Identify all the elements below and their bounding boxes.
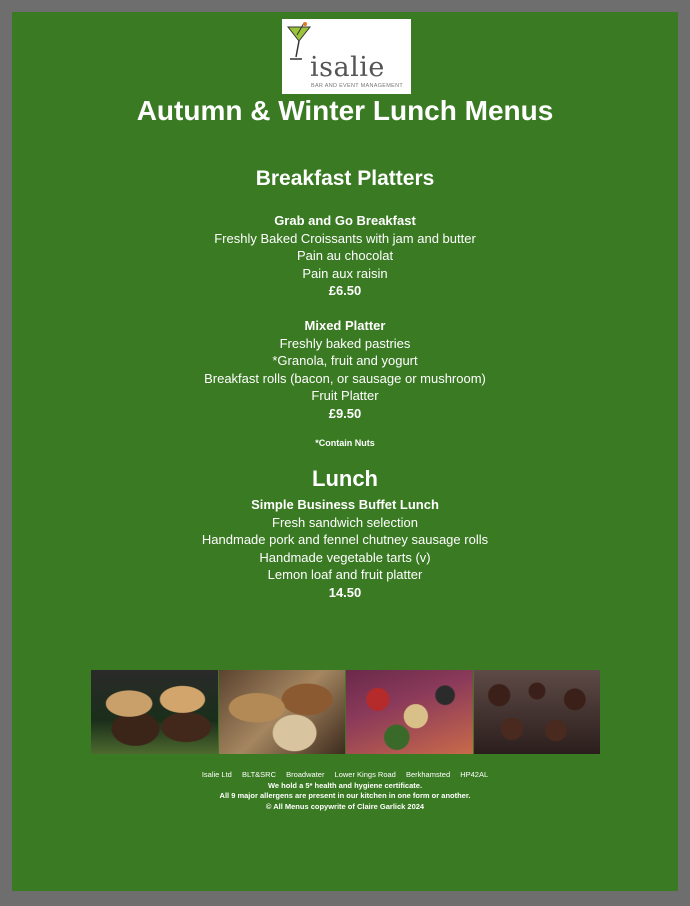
burger-sliders-photo bbox=[91, 670, 218, 754]
nuts-note: *Contain Nuts bbox=[315, 438, 375, 448]
breakfast-heading: Breakfast Platters bbox=[255, 167, 435, 190]
menu-item: Freshly Baked Croissants with jam and butter bbox=[214, 230, 476, 246]
sandwich-platter-photo bbox=[219, 670, 346, 754]
address-part: Lower Kings Road bbox=[334, 770, 396, 779]
mixed-platter-section bbox=[12, 317, 678, 422]
address-part: HP42AL bbox=[460, 770, 489, 779]
address-part: Berkhamsted bbox=[405, 770, 451, 779]
food-photo-strip bbox=[91, 670, 600, 754]
menu-item: Fruit Platter bbox=[311, 388, 379, 403]
salad-platter-photo bbox=[346, 670, 473, 754]
menu-page bbox=[12, 12, 678, 891]
copyright-notice: © All Menus copywrite of Claire Garlick 2024 bbox=[265, 801, 425, 811]
address-part: Isalie Ltd bbox=[201, 770, 232, 779]
isalie-logo bbox=[282, 19, 411, 94]
address-part: Broadwater bbox=[286, 770, 325, 779]
grab-and-go-price: £6.50 bbox=[328, 283, 362, 298]
address-part: BLT&SRC bbox=[241, 770, 276, 779]
footer bbox=[12, 770, 678, 812]
logo-tagline: BAR AND EVENT MANAGEMENT bbox=[311, 83, 404, 89]
grab-and-go-section bbox=[12, 212, 678, 300]
lunch-section bbox=[12, 496, 678, 601]
mixed-platter-title: Mixed Platter bbox=[304, 318, 386, 333]
menu-item: Pain aux raisin bbox=[302, 265, 388, 281]
menu-item: Pain au chocolat bbox=[296, 248, 394, 263]
menu-item: Handmade pork and fennel chutney sausage rolls bbox=[201, 532, 489, 547]
hygiene-statement: We hold a 5* health and hygiene certificate. bbox=[267, 780, 423, 790]
page-title: Autumn & Winter Lunch Menus bbox=[136, 95, 554, 126]
menu-item: Breakfast rolls (bacon, or sausage or mushroom) bbox=[204, 370, 486, 386]
lunch-heading: Lunch bbox=[312, 466, 378, 491]
lunch-title: Simple Business Buffet Lunch bbox=[251, 497, 439, 512]
grab-and-go-title: Grab and Go Breakfast bbox=[274, 213, 416, 228]
menu-item: Fresh sandwich selection bbox=[272, 514, 418, 530]
mixed-platter-price: £9.50 bbox=[328, 405, 362, 421]
brownie-bites-photo bbox=[474, 670, 601, 754]
menu-item: Handmade vegetable tarts (v) bbox=[259, 549, 431, 565]
menu-item: Lemon loaf and fruit platter bbox=[267, 567, 423, 582]
lunch-price: 14.50 bbox=[328, 584, 362, 600]
footer-address bbox=[12, 770, 678, 781]
logo-brand-text: isalie bbox=[310, 52, 385, 83]
menu-item: *Granola, fruit and yogurt bbox=[272, 353, 418, 368]
menu-item: Freshly baked pastries bbox=[279, 335, 411, 351]
allergen-statement: All 9 major allergens are present in our kitchen in one form or another. bbox=[219, 791, 471, 800]
